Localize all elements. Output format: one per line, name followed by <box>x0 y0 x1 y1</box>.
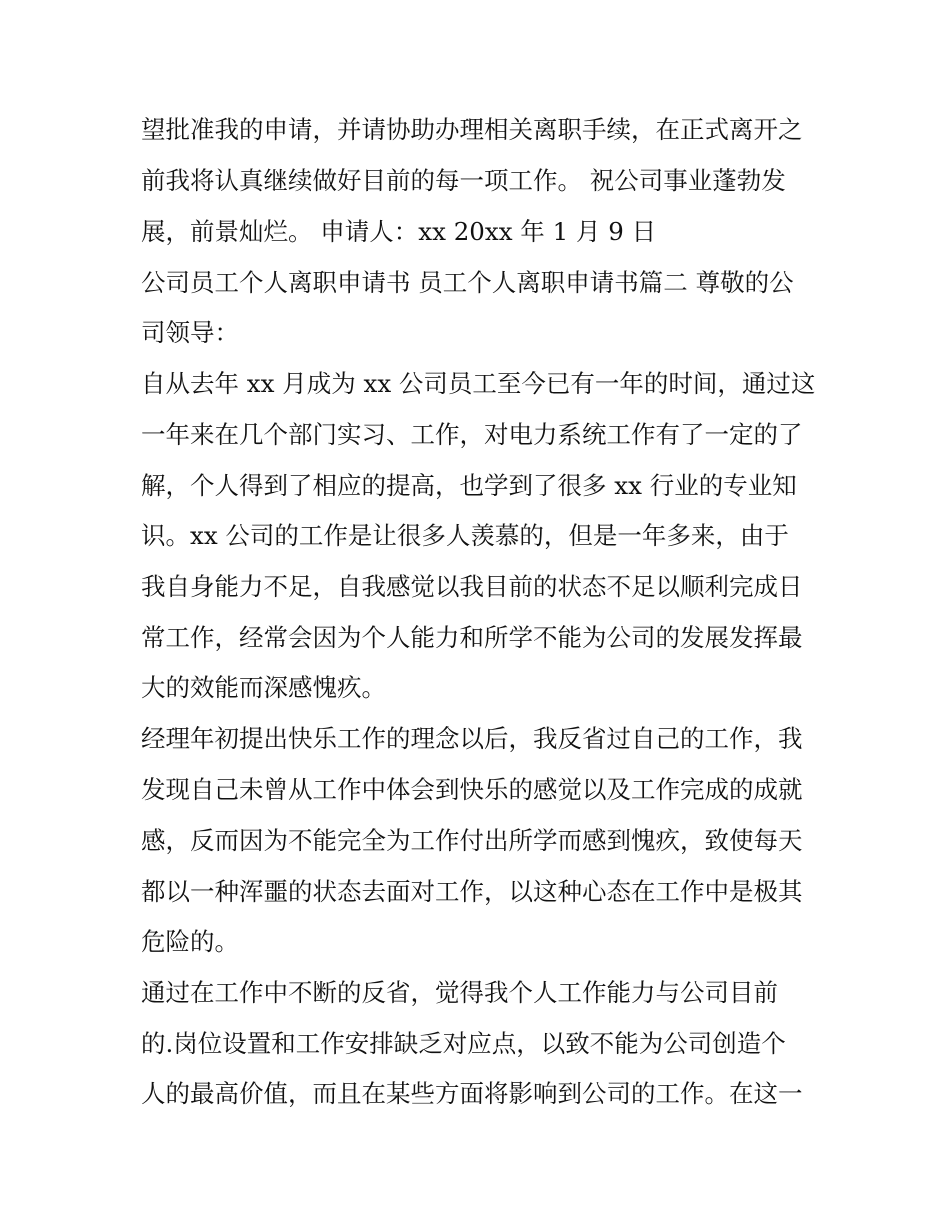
text-line: 的.岗位设置和工作安排缺乏对应点，以致不能为公司创造个 <box>141 1029 786 1058</box>
text-line: 发现自己未曾从工作中体会到快乐的感觉以及工作完成的成就 <box>141 775 803 804</box>
text-line: 感，反而因为不能完全为工作付出所学而感到愧疚，致使每天 <box>141 826 803 855</box>
text-line: 通过在工作中不断的反省，觉得我个人工作能力与公司目前 <box>141 978 778 1007</box>
text-line: 解，个人得到了相应的提高，也学到了很多 xx 行业的专业知 <box>141 471 797 500</box>
text-line: 司领导： <box>141 318 239 347</box>
text-line: 经理年初提出快乐工作的理念以后，我反省过自己的工作，我 <box>141 724 803 753</box>
text-line: 前我将认真继续做好目前的每一项工作。 祝公司事业蓬勃发 <box>141 166 786 195</box>
text-line: 人的最高价值，而且在某些方面将影响到公司的工作。在这一 <box>141 1079 803 1108</box>
text-line: 危险的。 <box>141 927 239 956</box>
text-line: 公司员工个人离职申请书 员工个人离职申请书篇二 尊敬的公 <box>141 268 794 297</box>
text-line: 自从去年 xx 月成为 xx 公司员工至今已有一年的时间，通过这 <box>141 369 816 398</box>
text-line: 望批准我的申请，并请协助办理相关离职手续，在正式离开之 <box>141 115 803 144</box>
text-line: 一年来在几个部门实习、工作，对电力系统工作有了一定的了 <box>141 420 803 449</box>
text-line: 常工作，经常会因为个人能力和所学不能为公司的发展发挥最 <box>141 623 803 652</box>
text-line: 大的效能而深感愧疚。 <box>141 673 386 702</box>
text-line: 展，前景灿烂。 申请人：xx 20xx 年 1 月 9 日 <box>141 217 657 246</box>
text-line: 都以一种浑噩的状态去面对工作，以这种心态在工作中是极其 <box>141 877 803 906</box>
text-line: 我自身能力不足，自我感觉以我目前的状态不足以顺利完成日 <box>141 572 803 601</box>
text-line: 识。xx 公司的工作是让很多人羡慕的，但是一年多来，由于 <box>141 521 789 550</box>
